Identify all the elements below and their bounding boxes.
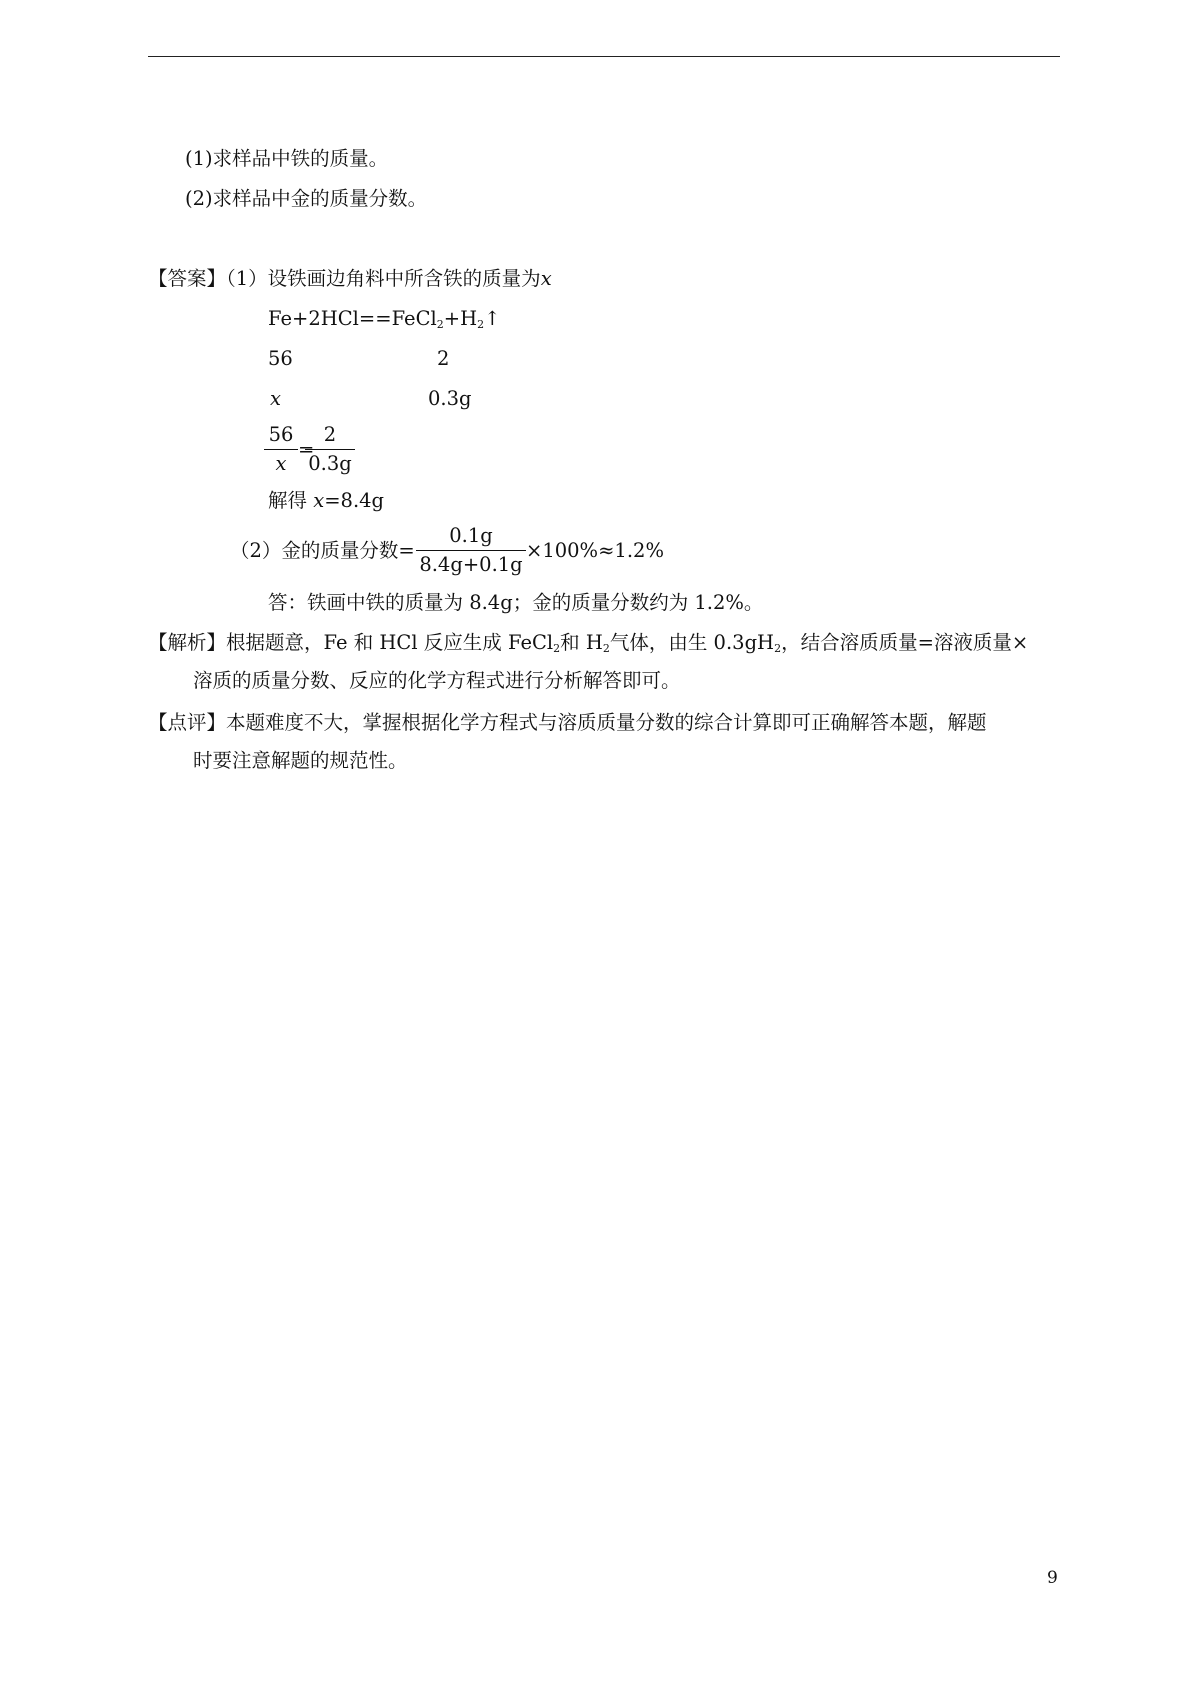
page-number: 9	[1047, 1568, 1058, 1588]
fraction-2-over-0.3g: 2 0.3g	[305, 422, 355, 477]
comment-line-1: 【点评】本题难度不大，掌握根据化学方程式与溶质质量分数的综合计算即可正确解答本题，解题	[148, 711, 987, 734]
ratio-right: 2	[437, 347, 450, 370]
answer-line-1	[148, 266, 552, 292]
header-rule	[148, 56, 1060, 57]
answer-intro-var: x	[540, 267, 552, 290]
comment-line-2: 时要注意解题的规范性。	[193, 749, 408, 772]
chemical-equation: $Fe+2HCl==FeCl_2+H_2↑$	[268, 307, 501, 331]
fraction-56-over-x: 56 x	[264, 422, 298, 477]
analysis-line-1: 【解析】根据题意，Fe 和 HCl 反应生成 FeCl$_2$和 $H_2$气体，由生 $0.3gH_2$，结合溶质质量=溶液质量×	[148, 631, 1029, 655]
question-1: (1)求样品中铁的质量。	[185, 147, 389, 170]
known-right: 0.3g	[428, 387, 472, 410]
analysis-line-2: 溶质的质量分数、反应的化学方程式进行分析解答即可。	[193, 669, 681, 692]
ratio-left: 56	[268, 347, 293, 370]
question-2: (2)求样品中金的质量分数。	[185, 187, 428, 210]
analysis-label: 【解析】	[148, 631, 227, 654]
answer-label: 【答案】	[148, 267, 227, 290]
part2-prefix: （2）金的质量分数=	[230, 539, 415, 562]
answer-intro: （1）设铁画边角料中所含铁的质量为	[226, 267, 541, 290]
known-left: x	[270, 387, 281, 410]
gas-arrow-icon: ↑	[484, 307, 501, 330]
answer-conclusion: 答：铁画中铁的质量为 8.4g；金的质量分数约为 1.2%。	[268, 591, 764, 614]
solve-line: 解得 x=8.4g	[268, 489, 385, 512]
comment-label: 【点评】	[148, 711, 227, 734]
proportion-equals: =	[298, 438, 315, 461]
fraction-gold-fraction: 0.1g 8.4g+0.1g	[416, 523, 526, 578]
part2-suffix: ×100%≈1.2%	[526, 539, 664, 562]
